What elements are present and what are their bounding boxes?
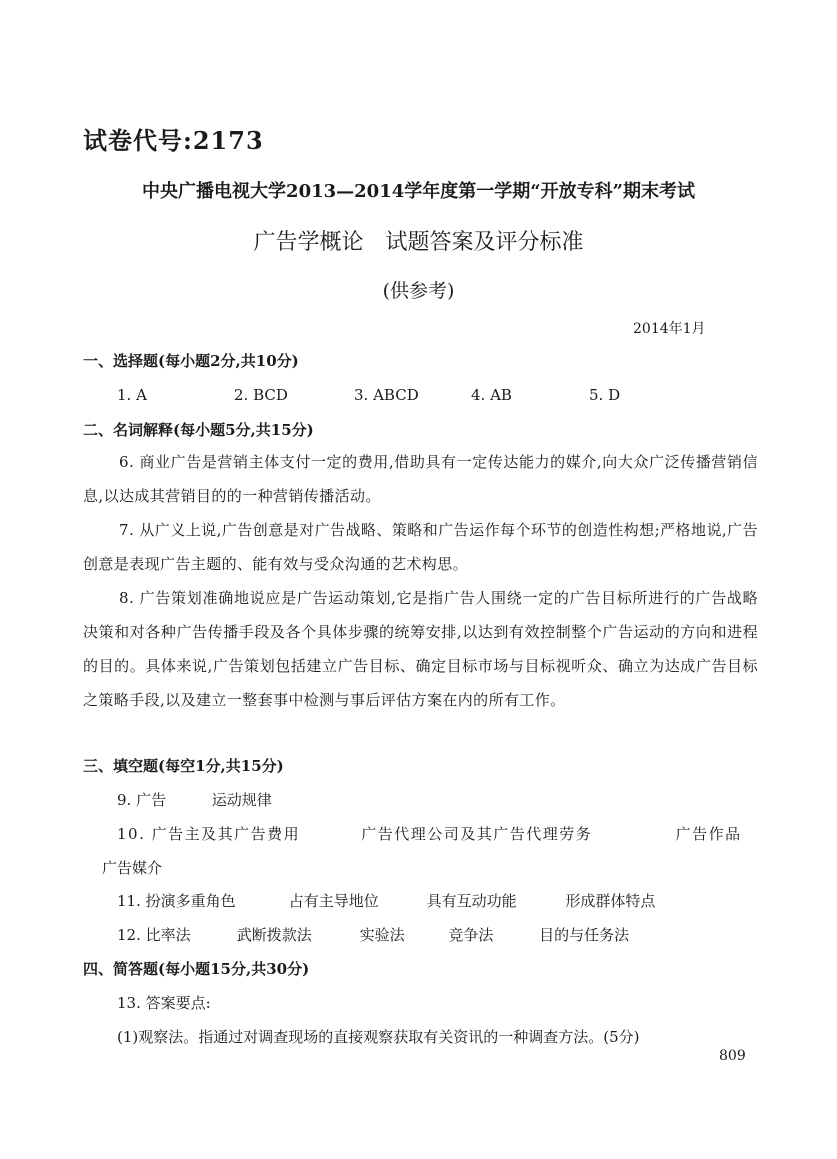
answer-10-row <box>117 823 742 844</box>
section-heading-fill: 三、填空题(每空1分,共15分) <box>83 757 284 775</box>
answer-12-blank-3: 实验法 <box>359 926 405 944</box>
answer-6-paragraph: 6. 商业广告是营销主体支付一定的费用,借助具有一定传达能力的媒介,向大众广泛传播营销信息,以达成其营销目的的一种营销传播活动。 <box>83 453 758 505</box>
answer-9-blank-1: 9. 广告 <box>117 791 167 809</box>
section-heading-terms: 二、名词解释(每小题5分,共15分) <box>83 421 314 439</box>
answer-10-blank-2: 广告代理公司及其广告代理劳务 <box>361 825 593 843</box>
answer-10-continuation: 广告媒介 <box>102 859 163 877</box>
subject-title: 广告学概论 试题答案及评分标准 <box>253 230 584 255</box>
section-heading-short-answer: 四、简答题(每小题15分,共30分) <box>83 960 310 978</box>
answer-3: 3. ABCD <box>354 386 419 404</box>
answer-9-row <box>117 789 272 810</box>
answer-4: 4. AB <box>471 386 512 404</box>
answer-11-blank-4: 形成群体特点 <box>565 892 656 910</box>
answer-9-blank-2: 运动规律 <box>211 791 272 809</box>
section-heading-choice: 一、选择题(每小题2分,共10分) <box>83 352 299 370</box>
paper-code: 试卷代号:2173 <box>83 126 264 155</box>
answer-12-blank-2: 武断拨款法 <box>236 926 312 944</box>
institution-title: 中央广播电视大学2013—2014学年度第一学期“开放专科”期末考试 <box>142 181 695 202</box>
answer-11-blank-2: 占有主导地位 <box>288 892 379 910</box>
exam-date: 2014年1月 <box>633 321 706 337</box>
answer-13-title: 13. 答案要点: <box>117 994 211 1012</box>
answer-12-blank-4: 竞争法 <box>448 926 494 944</box>
answer-1: 1. A <box>117 386 147 404</box>
answer-11-blank-3: 具有互动功能 <box>426 892 517 910</box>
answer-5: 5. D <box>589 386 621 404</box>
answer-10-blank-3: 广告作品 <box>675 825 742 843</box>
answer-11-blank-1: 11. 扮演多重角色 <box>117 892 236 910</box>
answer-13-point-1: (1)观察法。指通过对调查现场的直接观察获取有关资讯的一种调查方法。(5分) <box>117 1028 640 1046</box>
answer-8-paragraph: 8. 广告策划准确地说应是广告运动策划,它是指广告人围绕一定的广告目标所进行的广告战略决策和对各种广告传播手段及各个具体步骤的统筹安排,以达到有效控制整个广告运动的方向和进程的目的。具体来说,广告策划包括建立广告目标、确定目标市场与目标视听众、确立为达成广告目标之策略手段,以及建立一整套事中检测与事后评估方案在内的所有工作。 <box>83 589 758 709</box>
answer-12-blank-5: 目的与任务法 <box>539 926 630 944</box>
answer-11-row <box>117 890 655 911</box>
answer-12-blank-1: 12. 比率法 <box>117 926 191 944</box>
reference-note: (供参考) <box>382 280 455 302</box>
answer-10-blank-1: 10. 广告主及其广告费用 <box>117 825 301 843</box>
answer-7-paragraph: 7. 从广义上说,广告创意是对广告战略、策略和广告运作每个环节的创造性构想;严格地说,广告创意是表现广告主题的、能有效与受众沟通的艺术构思。 <box>83 521 758 573</box>
page-number: 809 <box>719 1048 746 1064</box>
answer-2: 2. BCD <box>234 386 288 404</box>
answer-12-row <box>117 924 629 945</box>
